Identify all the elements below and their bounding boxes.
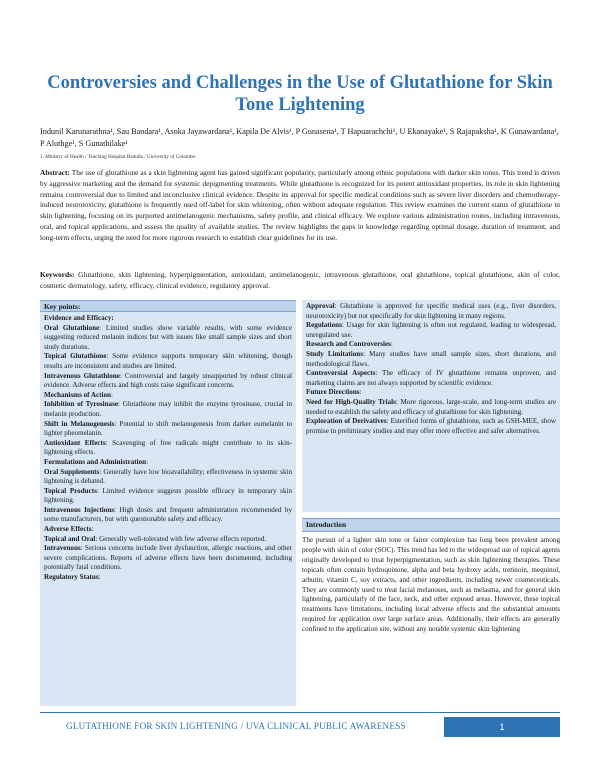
key-point-label: Antioxidant Effects — [44, 438, 106, 447]
abstract-label: Abstract: — [40, 168, 70, 177]
key-point-label: Adverse Effects — [44, 525, 92, 534]
key-point-item — [306, 369, 556, 388]
key-point-label: Regulatory Status — [44, 573, 99, 582]
key-point-label: Intravenous Glutathione — [44, 371, 120, 380]
key-point-label: Mechanisms of Action — [44, 390, 111, 399]
key-point-label: Research and Controversies — [306, 340, 391, 349]
key-point-text: : Generally have low bioavailability; effectiveness in systemic skin lightening is debated. — [44, 467, 293, 486]
key-points-content — [40, 312, 296, 585]
key-point-label: Intravenous Injections — [44, 505, 115, 514]
key-point-item — [306, 398, 556, 417]
key-point-item — [306, 350, 556, 369]
key-point-text: : — [91, 525, 94, 534]
keywords-text: Glutathione, skin lightening, hyperpigmentation, antioxidant, antimelanogenic, intravenous glutathione, oral glutathione, topical glutathione, skin of color, cosmetic dermatology, safety, efficacy, clinical evidence, regulatory approval. — [40, 270, 560, 290]
key-point-text: : More rigorous, large-scale, and long-term studies are needed to establish the safety and efficacy of glutathione for skin lightening. — [306, 397, 556, 416]
key-point-text: : Potential to shift melanogenesis from darker eumelanin to lighter pheomelanin. — [44, 419, 292, 438]
key-point-item — [44, 468, 292, 487]
key-point-item — [44, 525, 292, 535]
key-point-text: : — [111, 390, 113, 399]
key-point-text: : — [359, 388, 362, 397]
key-point-item — [44, 372, 292, 391]
key-point-label: Study Limitations — [306, 349, 364, 358]
key-point-label: Regulations — [306, 321, 342, 330]
key-point-item — [44, 400, 292, 419]
key-point-item — [44, 458, 292, 468]
key-point-label: Oral Supplements — [44, 467, 100, 476]
key-point-item — [44, 544, 292, 573]
key-point-item — [306, 321, 556, 340]
key-point-text: : High doses and frequent administration recommended by some manufacturers, but with questionable safety and efficacy. — [44, 505, 292, 524]
key-point-label: Oral Glutathione — [44, 323, 100, 332]
key-point-item — [306, 417, 556, 436]
key-points-continued-box — [302, 300, 560, 512]
key-point-label: Need for High-Quality Trials — [306, 397, 396, 406]
page-number: 1 — [444, 717, 560, 737]
key-point-label: Topical and Oral — [44, 534, 96, 543]
keywords-label: Keywords: — [40, 270, 75, 279]
key-point-text: : Controversial and largely unsupported by robust clinical evidence. Adverse effects and high costs raise significant concerns. — [44, 371, 292, 390]
key-point-item — [44, 573, 292, 583]
key-point-label: Intravenous — [44, 544, 81, 553]
abstract — [40, 168, 560, 244]
key-point-label: Topical Products — [44, 486, 97, 495]
key-point-label: Formulations and Administration — [44, 457, 147, 466]
key-point-item — [306, 388, 556, 398]
key-point-text: : Many studies have small sample sizes, short durations, and methodological flaws. — [306, 349, 556, 368]
key-point-label: Future Directions — [306, 388, 360, 397]
key-point-text: : The efficacy of IV glutathione remains unproven, and marketing claims are not always supported by scientific evidence. — [306, 369, 556, 387]
key-point-label: Approval — [306, 302, 335, 310]
key-point-label: Shift in Melanogenesis — [44, 419, 115, 428]
key-point-text: : — [390, 340, 393, 349]
introduction-header: Introduction — [302, 518, 560, 532]
key-point-text: : Serious concerns include liver dysfunction, allergic reactions, and other severe complications. Reports of adverse effects have been documented, including potentially fatal conditions. — [44, 544, 292, 572]
key-point-item — [306, 340, 556, 350]
key-point-label: Inhibition of Tyrosinase — [44, 400, 119, 409]
key-point-text: : Esterified forms of glutathione, such as GSH-MEE, show promise in preliminary studies and may offer more effective and safer alternatives. — [306, 417, 556, 435]
key-point-text: : Glutathione is approved for specific medical uses (e.g., liver disorders, neurotoxicity) but not specifically for skin lightening in many regions. — [306, 302, 556, 320]
abstract-text: The use of glutathione as a skin lightening agent has gained significant popularity, particularly among ethnic populations with darker skin tones. This trend is driven by aggressive marketing and the demand for systemic depigmenting treatments. While glutathione is recognized for its potent antioxidant properties, its role in skin lightening remains controversial due to limited and inconclusive clinical evidence. Despite its approval for specific medical conditions such as severe liver disorders and chemotherapy-induced neurotoxicity, glutathione is frequently used off-label for skin whitening, often without adequate regulation. This review examines the current status of glutathione in skin lightening, focusing on its purported antimelanogenic mechanisms, safety profile, and clinical efficacy. We explore various administration routes, including intravenous, oral, and topical applications, and assess the quality of available studies. The review highlights the gaps in knowledge regarding optimal dosage, duration of treatment, and long-term effects, urging the need for more rigorous research to establish clear guidelines for its use. — [40, 168, 561, 242]
key-point-item — [44, 535, 292, 545]
key-point-text: : Limited studies show variable results, with some evidence suggesting reduced melanin indices but with issues like small sample sizes and short study durations. — [44, 323, 292, 351]
key-point-label: Topical Glutathione — [44, 352, 107, 361]
key-point-text: : Scavenging of free radicals might contribute to its skin-lightening effects. — [44, 438, 292, 457]
key-point-item — [44, 420, 292, 439]
key-point-item — [44, 314, 292, 324]
footer-running-title: GLUTATHIONE FOR SKIN LIGHTENING / UVA CLINICAL PUBLIC AWARENESS — [66, 721, 406, 731]
key-point-text: : Usage for skin lightening is often not regulated, leading to widespread, unregulated use. — [306, 321, 556, 339]
key-point-label: Controversial Aspects — [306, 369, 376, 378]
key-point-item — [44, 439, 292, 458]
key-point-text: : — [146, 457, 149, 466]
key-point-item — [44, 324, 292, 353]
key-points-box — [40, 300, 296, 706]
key-point-item — [44, 487, 292, 506]
key-point-item — [44, 506, 292, 525]
key-point-item — [44, 352, 292, 371]
paper-title: Controversies and Challenges in the Use of Glutathione for Skin Tone Lightening — [47, 73, 553, 115]
key-point-text: : Glutathione may inhibit the enzyme tyrosinase, crucial in melanin production. — [44, 400, 292, 418]
author-list: Indunil Karunarathna¹, Sau Bandara¹, Asoka Jayawardana¹, Kapila De Alvis¹, P Gunasena¹, T Hapuarachchi¹, U Ekanayake¹, S Rajapaksha¹, K Gunawardana¹, P Aluthge¹, S Gunathilake¹ — [40, 127, 559, 148]
introduction-text: The pursuit of a lighter skin tone or fairer complexion has long been prevalent among people with skin of color (SOC). This trend has led to the widespread use of topical agents originally developed to treat hyperpigmentation, such as skin lightening therapies. These topicals often contain hydroquinone, alpha and beta hydroxy acids, tretinoin, mequinol, arbutin, vitamin C, soy extracts, and other ingredients, including newer cosmeceuticals. They are commonly used to treat facial melanoses, such as melasma, and for general skin lightening, particularly of the face, neck, and other exposed areas. However, these topical treatments have limitations, including local adverse effects and the substantial amounts required for application over large surface areas. Additionally, their effects are generally confined to the application site, without any notable systemic skin lightening — [302, 536, 560, 634]
key-point-text: : Some evidence supports temporary skin whitening, though results are inconsistent and studies are limited. — [44, 352, 292, 370]
key-point-text: : Limited evidence suggests possible efficacy in temporary skin lightening. — [44, 486, 293, 505]
key-point-label: Exploration of Derivatives — [306, 417, 387, 426]
key-point-label: Evidence and Efficacy: — [44, 314, 114, 322]
keywords — [40, 270, 560, 292]
page-footer — [40, 712, 560, 738]
affiliation: 1. Ministry of Health / Teaching Hospital Badulla / University of Colombo. — [40, 154, 197, 160]
key-points-header: Key points: — [40, 300, 296, 312]
key-point-item — [44, 391, 292, 401]
key-point-text: : Generally well-tolerated with few adverse effects reported. — [95, 534, 267, 543]
key-point-text: : — [98, 573, 101, 582]
key-point-item — [306, 302, 556, 321]
